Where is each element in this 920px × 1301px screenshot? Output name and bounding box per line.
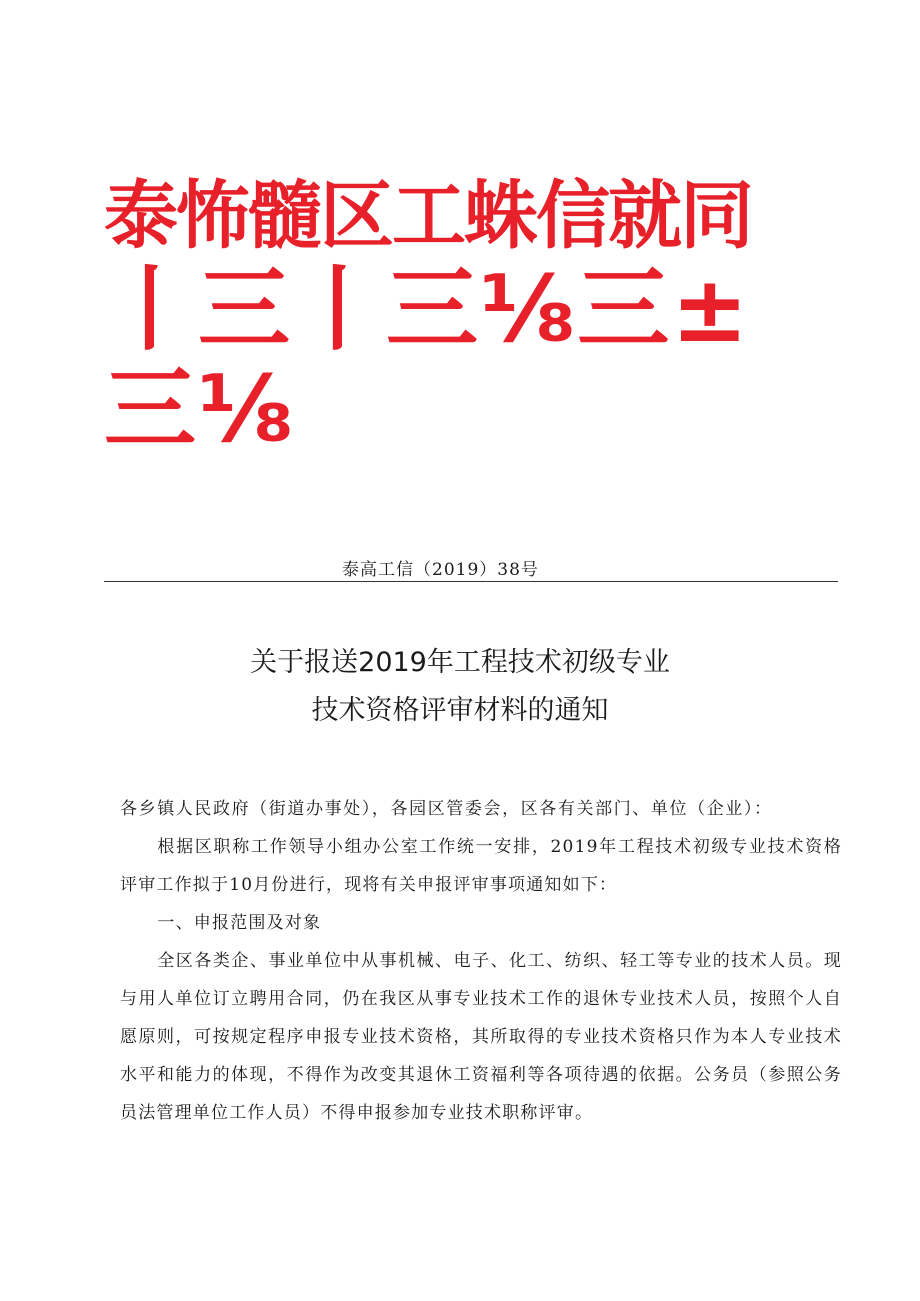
red-header-line-3: 三⅛ (104, 356, 296, 463)
document-body (120, 790, 842, 1132)
header-divider (104, 581, 838, 582)
salutation: 各乡镇人民政府（街道办事处），各园区管委会，区各有关部门、单位（企业）： (120, 799, 773, 819)
document-title-line-1: 关于报送2019年工程技术初级专业 (250, 647, 670, 678)
paragraph-intro: 根据区职称工作领导小组办公室工作统一安排，2019年工程技术初级专业技术资格评审工作拟于10月份进行，现将有关申报评审事项通知如下： (120, 837, 842, 895)
document-number: 泰高工信（2019）38号 (342, 560, 539, 580)
document-title-line-2: 技术资格评审材料的通知 (311, 695, 609, 726)
paragraph-scope: 全区各类企、事业单位中从事机械、电子、化工、纺织、轻工等专业的技术人员。现与用人单位订立聘用合同，仍在我区从事专业技术工作的退休专业技术人员，按照个人自愿原则，可按规定程序申报专业技术资格，其所取得的专业技术资格只作为本人专业技术水平和能力的体现，不得作为改变其退休工资福利等各项待遇的依据。公务员（参照公务员法管理单位工作人员）不得申报参加专业技术职称评审。 (120, 951, 842, 1123)
red-header-line-1: 泰怖髓区工蛛信就同 (104, 173, 752, 259)
section-heading-1: 一、申报范围及对象 (157, 913, 322, 933)
red-header-line-2: 丨三丨三⅛三± (104, 256, 751, 363)
